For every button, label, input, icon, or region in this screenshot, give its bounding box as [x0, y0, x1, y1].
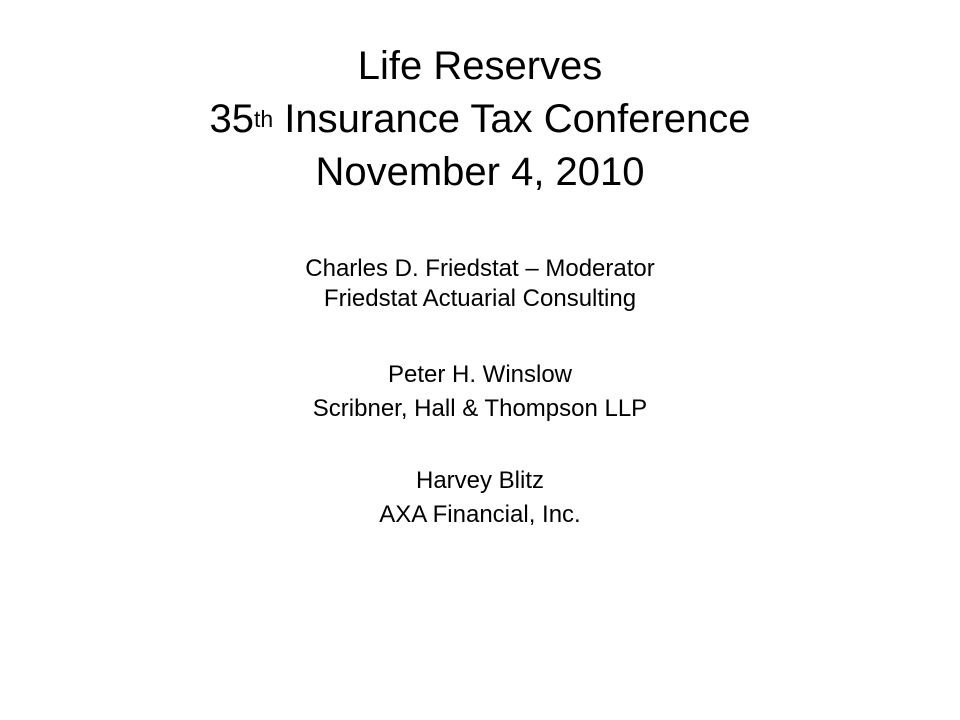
title-date: November 4, 2010 — [315, 150, 645, 194]
title-ordinal-suffix: th — [253, 106, 274, 132]
slide-title — [0, 40, 960, 199]
title-line-2 — [0, 93, 960, 146]
presenter-name: Harvey Blitz — [415, 467, 545, 494]
presenter-affiliation: Scribner, Hall & Thompson LLP — [312, 395, 648, 422]
presenter-block — [0, 358, 960, 426]
presenter-block — [0, 254, 960, 314]
presenter-name: Peter H. Winslow — [387, 361, 573, 388]
presenter-affiliation: Friedstat Actuarial Consulting — [323, 285, 637, 312]
title-conference-name: Insurance Tax Conference — [273, 97, 751, 141]
presenter-affiliation: AXA Financial, Inc. — [379, 501, 581, 528]
title-line-1: Life Reserves — [357, 44, 603, 88]
title-ordinal-number: 35 — [209, 97, 254, 141]
presenter-block — [0, 464, 960, 532]
presenter-name: Charles D. Friedstat – Moderator — [305, 255, 655, 282]
